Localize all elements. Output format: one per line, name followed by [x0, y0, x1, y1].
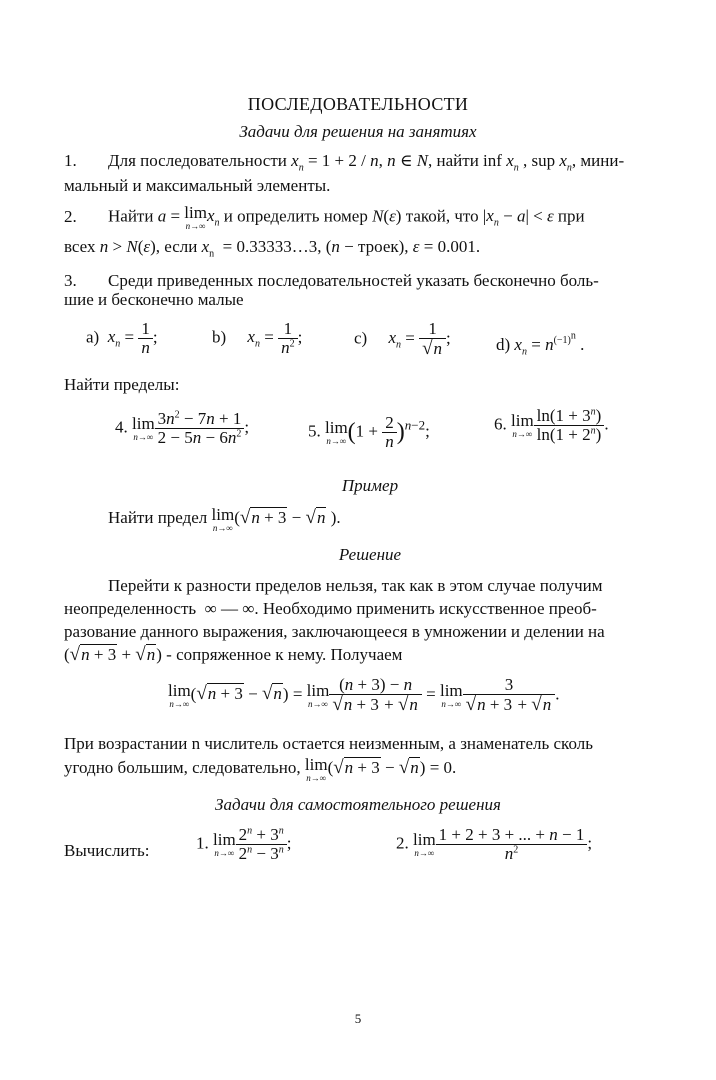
problem-3-item-b: b) $x_n$ = $\frac{1}{n^2}$ ;	[212, 319, 303, 357]
problem-2-line-2: всех n > N(ε), если $x_n$ = 0.33333…3, (n − троек), ε = 0.001.	[64, 237, 481, 260]
problem-3-line-2: шие и бесконечно малые	[64, 290, 244, 309]
self-problem-2: 2. lim n→∞ $\frac{1 + 2 + 3 + ... + n - 1}{n^2}$ ;	[396, 825, 593, 863]
self-study-label: Задачи для самостоятельного решения	[215, 795, 501, 814]
problem-2-number: 2.	[64, 207, 77, 226]
limits-heading: Найти пределы:	[64, 375, 180, 394]
problem-3-item-a: a) $x_n$ = $\frac{1}{n}$ ;	[86, 319, 158, 357]
solution-line-1: Перейти к разности пределов нельзя, так как в этом случае получим	[108, 576, 603, 595]
solution-line-4: (√n + 3 + √n) - сопряженное к нему. Получаем	[64, 644, 403, 665]
page-number: 5	[354, 1011, 362, 1026]
problem-3-item-d: d) $x_n = n^{(-1)^n}$ .	[496, 331, 585, 358]
solution-line-2: неопределенность ∞ — ∞. Необходимо применить искусственное преоб-	[64, 599, 597, 618]
problem-5: 5. lim n→∞ (1 + $\frac{2}{n}$ )$^{n-2}$;	[308, 413, 430, 451]
self-problem-1: 1. lim n→∞ $\frac{2^n + 3^n}{2^n - 3^n}$ ;	[196, 825, 292, 863]
compute-label: Вычислить:	[64, 841, 150, 860]
problem-4: 4. lim n→∞ $\frac{3n^2 - 7n + 1}{2 - 5n - 6n^2}$ ;	[115, 409, 250, 447]
solution-line-3: разование данного выражения, заключающееся в умножении и делении на	[64, 622, 605, 641]
solution-line-5: При возрастании n числитель остается неизменным, а знаменатель сколь	[64, 734, 593, 753]
problem-3-item-c: c) $x_n$ = $\frac{1}{√n}$ ;	[354, 319, 451, 359]
solution-line-6: угодно большим, следовательно, lim n→∞ (√n + 3 − √n) = 0.	[64, 754, 457, 783]
solution-label: Решение	[338, 545, 402, 564]
problem-3-line-1: Среди приведенных последовательностей указать бесконечно боль-	[108, 271, 599, 290]
example-statement: Найти предел lim n→∞ (√n + 3 − √n ).	[108, 504, 341, 533]
solution-equation: lim n→∞ (√n + 3 − √n) = lim n→∞ $\frac{(n + 3) - n}{√n + 3 + √n}$ = lim n→∞ $\frac{3}{√n + 3 + √n}$ .	[168, 675, 560, 715]
problem-2-line-1: Найти a = lim n→∞ $x_n$ и определить номер N(ε) такой, что $|x_n - a| < \varepsilon$ при	[108, 203, 585, 231]
problem-1-line-2: мальный и максимальный элементы.	[64, 176, 331, 195]
example-label: Пример	[341, 476, 399, 495]
problem-1-line-1: Для последовательности $x_n = 1 + 2 / n$, n ∈ N, найти inf $x_n$ , sup $x_n$, мини-	[108, 151, 625, 174]
problem-3-number: 3.	[64, 271, 77, 290]
page-title: ПОСЛЕДОВАТЕЛЬНОСТИ	[247, 94, 469, 114]
problem-1-number: 1.	[64, 151, 77, 170]
problem-6: 6. lim n→∞ $\frac{\ln(1 + 3^n)}{\ln(1 + 2^n)}$ .	[494, 406, 609, 444]
section-subtitle-class-problems: Задачи для решения на занятиях	[239, 122, 477, 141]
